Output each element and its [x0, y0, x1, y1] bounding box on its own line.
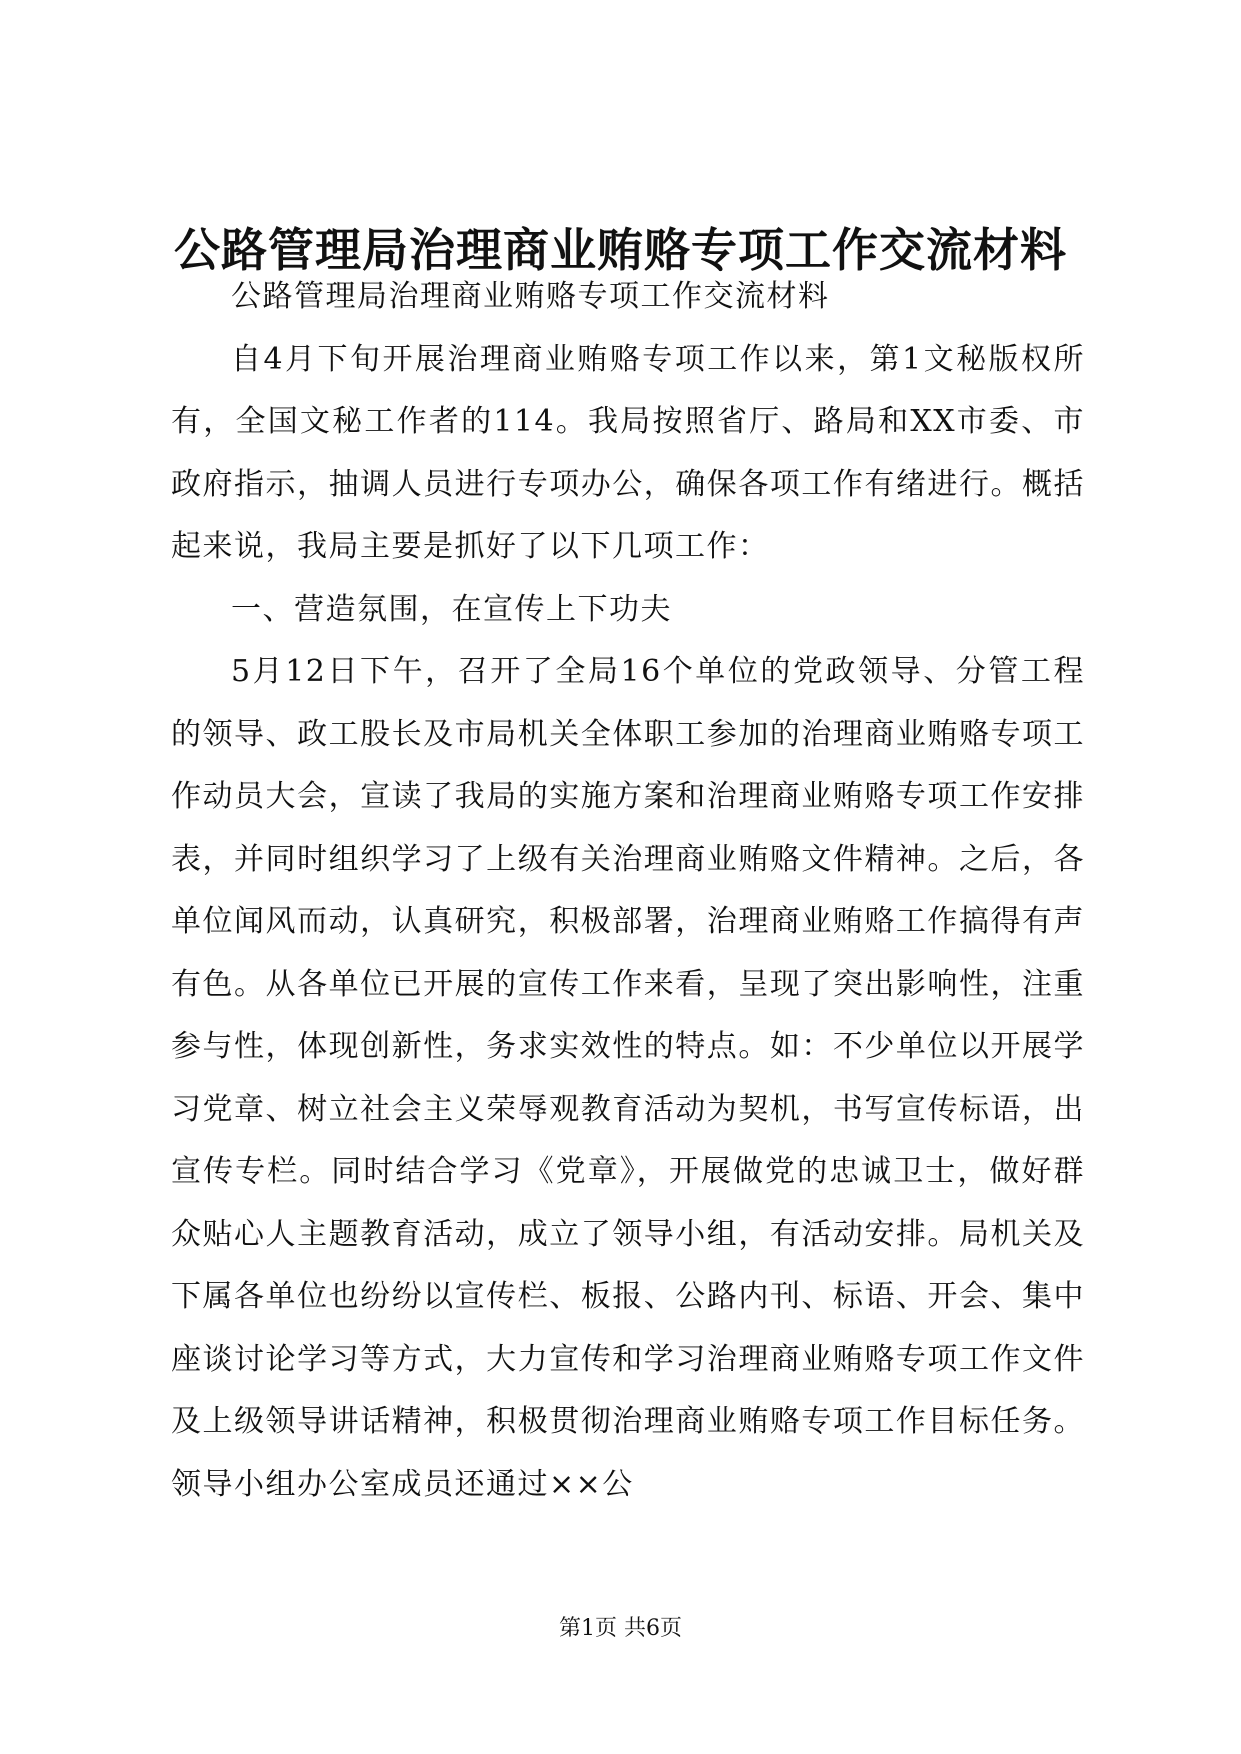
paragraph-subtitle: 公路管理局治理商业贿赂专项工作交流材料: [231, 279, 830, 314]
page-footer: 第1页 共6页: [559, 1616, 682, 1641]
document-body: [171, 266, 1085, 1516]
document-title: 公路管理局治理商业贿赂专项工作交流材料: [174, 223, 1067, 277]
paragraph-intro: 自4月下旬开展治理商业贿赂专项工作以来，第1文秘版权所有，全国文秘工作者的114。我局按照省厅、路局和XX市委、市政府指示，抽调人员进行专项办公，确保各项工作有绪进行。概括起来说，我局主要是抓好了以下几项工作：: [171, 341, 1085, 564]
paragraph-body: 5月12日下午，召开了全局16个单位的党政领导、分管工程的领导、政工股长及市局机关全体职工参加的治理商业贿赂专项工作动员大会，宣读了我局的实施方案和治理商业贿赂专项工作安排表，并同时组织学习了上级有关治理商业贿赂文件精神。之后，各单位闻风而动，认真研究，积极部署，治理商业贿赂工作搞得有声有色。从各单位已开展的宣传工作来看，呈现了突出影响性，注重参与性，体现创新性，务求实效性的特点。如：不少单位以开展学习党章、树立社会主义荣辱观教育活动为契机，书写宣传标语，出宣传专栏。同时结合学习《党章》，开展做党的忠诚卫士，做好群众贴心人主题教育活动，成立了领导小组，有活动安排。局机关及下属各单位也纷纷以宣传栏、板报、公路内刊、标语、开会、集中座谈讨论学习等方式，大力宣传和学习治理商业贿赂专项工作文件及上级领导讲话精神，积极贯彻治理商业贿赂专项工作目标任务。领导小组办公室成员还通过××公: [171, 654, 1085, 1502]
paragraph-section-heading: 一、营造氛围，在宣传上下功夫: [231, 591, 672, 627]
